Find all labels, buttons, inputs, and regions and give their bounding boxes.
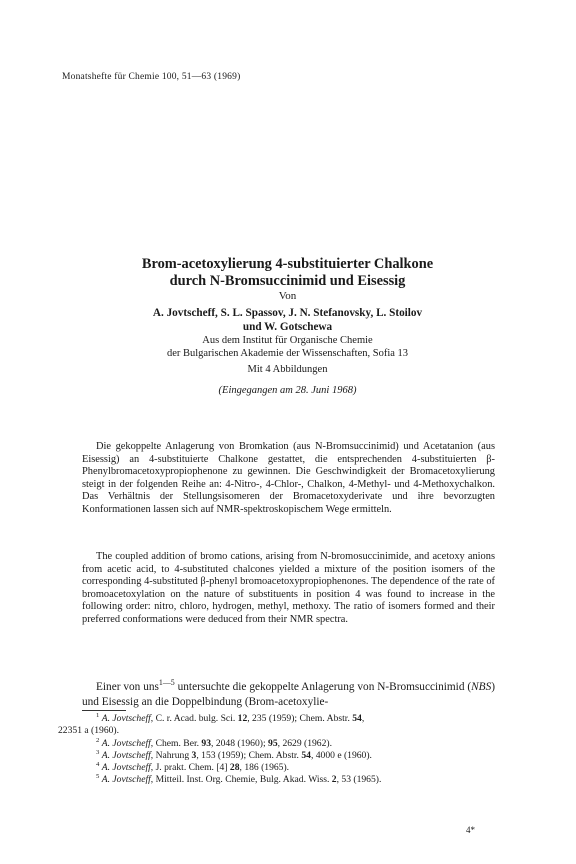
footnote-number: 1 [96, 711, 100, 719]
footnote-text: , 235 (1959); Chem. Abstr. [247, 713, 353, 724]
author-list [60, 306, 515, 334]
nbs-abbreviation: NBS [471, 681, 492, 693]
footnote-number: 2 [96, 736, 100, 744]
footnote-item [82, 774, 495, 786]
title-block [60, 256, 515, 397]
affiliation-line-1: Aus dem Institut für Organische Chemie [202, 335, 373, 346]
body-intro-c: ) und Eisessig an die Doppelbindung (Brom-acetoxylie- [82, 681, 495, 708]
body-paragraph [82, 680, 495, 710]
footnote-text: , [361, 713, 365, 724]
footnote-volume: 3 [191, 749, 197, 761]
authors-line-1: A. Jovtscheff, S. L. Spassov, J. N. Stefanovsky, L. Stoilov [152, 307, 423, 319]
footnote-text: , 4000 e (1960). [310, 749, 372, 761]
title-line-1: Brom-acetoxylierung 4-substituierter Chalkone [141, 256, 434, 272]
footnotes [58, 711, 495, 787]
footnote-item [58, 711, 495, 738]
footnote-text: , 53 (1965). [336, 774, 382, 786]
footnote-text: , C. r. Acad. bulg. Sci. [150, 713, 238, 724]
footnote-item [82, 750, 495, 762]
footnote-volume: 54 [301, 749, 311, 761]
footnote-volume: 12 [237, 713, 248, 724]
abstract-english [82, 551, 495, 627]
footnote-text: , Nahrung [150, 749, 192, 761]
footnote-volume: 2 [331, 774, 337, 786]
footnote-item [82, 762, 495, 774]
authors-line-2: und W. Gotschewa [242, 321, 333, 333]
reference-superscript: 1—5 [158, 678, 175, 688]
abstract-german-text: Die gekoppelte Anlagerung von Bromkation (aus N-Bromsuccinimid) und Acetatanion (aus Eisessig) an 4-substituierte Chalkone gestattet, die entsprechenden 4-substituierten β-Phenylbromacetoxypropiophenone zu gewinnen. Die Geschwindigkeit der Bromacetoxylierung steigt in der folgenden Reihe an: 4-Nitro-, 4-Chlor-, Chalkon, 4-Methyl- und 4-Methoxychalkon. Das Verhältnis der Stellungsisomeren der Bromacetoxyderivate und ihre bevorzugten Konformationen lassen sich auf NMR-spektroskopischem Wege ermitteln. [82, 441, 495, 515]
body-intro-a: Einer von uns [96, 681, 159, 693]
footnote-volume: 93 [201, 737, 212, 749]
title-line-2: durch N-Bromsuccinimid und Eisessig [169, 273, 406, 289]
signature-mark: 4* [466, 825, 475, 835]
footnote-author: A. Jovtscheff [101, 749, 151, 761]
footnote-number: 4 [96, 761, 100, 768]
footnote-volume: 54 [352, 713, 362, 724]
figures-note: Mit 4 Abbildungen [247, 364, 328, 375]
footnote-text: , Chem. Ber. [150, 737, 202, 749]
affiliation [60, 334, 515, 360]
footnote-author: A. Jovtscheff [101, 762, 151, 774]
affiliation-line-2: der Bulgarischen Akademie der Wissenschaften, Sofia 13 [166, 348, 409, 359]
received-date: (Eingegangen am 28. Juni 1968) [218, 385, 357, 396]
footnote-continuation: 22351 a (1960). [58, 725, 120, 737]
footnote-text: , Mitteil. Inst. Org. Chemie, Bulg. Akad. Wiss. [150, 774, 332, 786]
footnote-volume: 95 [268, 737, 278, 749]
footnote-author: A. Jovtscheff [101, 737, 151, 749]
von-label: Von [278, 290, 297, 302]
footnote-text: , 2048 (1960); [211, 737, 269, 749]
abstract-english-text: The coupled addition of bromo cations, arising from N-bromosuccinimide, and acetoxy anions from acetic acid, to 4-substituted chalcones yielded a mixture of the position isomers of the corresponding 4-substituted β-phenyl bromoacetoxypropiophenones. The dependence of the rate of bromoacetoxylation on the nature of substituents in position 4 was found to increase in the following order: nitro, chloro, hydrogen, methyl, methoxy. The ratio of isomers formed and their preferred conformations were deduced from their NMR spectra. [82, 551, 495, 625]
journal-citation: Monatshefte für Chemie 100, 51—63 (1969) [62, 72, 241, 82]
footnote-author: A. Jovtscheff [101, 713, 151, 724]
body-intro-b: untersuchte die gekoppelte Anlagerung von N-Bromsuccinimid ( [174, 681, 472, 693]
footnote-text: , 2629 (1962). [277, 737, 332, 749]
footnote-text: , 153 (1959); Chem. Abstr. [196, 749, 302, 761]
footnote-text: , 186 (1965). [239, 762, 290, 774]
footnote-volume: 28 [229, 762, 240, 774]
abstract-german [82, 441, 495, 517]
footnote-author: A. Jovtscheff [101, 774, 151, 786]
article-title [60, 256, 515, 290]
footnote-number: 5 [96, 773, 100, 781]
footnote-rule [82, 710, 126, 711]
footnote-text: , J. prakt. Chem. [4] [150, 762, 230, 774]
footnote-item [82, 738, 495, 750]
footnote-number: 3 [96, 748, 100, 756]
